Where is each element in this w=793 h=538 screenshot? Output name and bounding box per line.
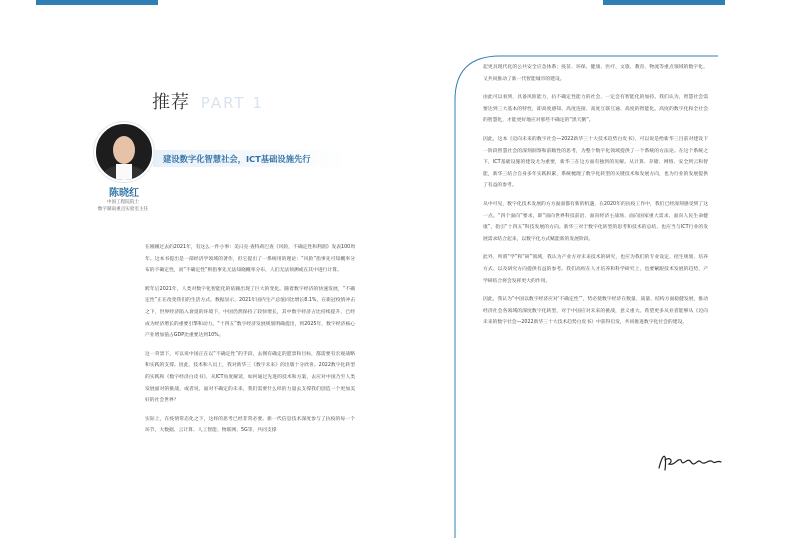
heading-title: 推荐 xyxy=(152,92,190,113)
right-paragraph: 因此，这本《迈向未来的数字社会—2022新华三十大技术趋势白皮书》，可以说是给新华三目前对建设下一阶段智慧社会的深刻洞察和前瞻性的思考，为整个数字化领域提供了一个系统的方法论。在这个系统之下，ICT基础设施的建设尤为重要，新华三在这方面有独到的见解。从计算、存储、网络、安全到云和智能，新华三结合自身多年实践积累，系统梳理了数字化转型的关键技术和发展方向，也为行业的发展提供了有益的参考。 xyxy=(483,136,708,189)
left-text-column xyxy=(145,242,355,444)
right-paragraph: 从中可见，数字化技术发展的方方面面都有新的机遇，在2020年的抗疫工作中，我们已经深刻感受到了这一点。“四个面向”要求，即“面向世界科技前沿、面向经济主战场、面向国家重大需求、面向人民生命健康”，指引“十四五”科技发展的方向。新华三对于数字化转型的思考和技术的总结，也应当与ICT行业的发展需求结合起来，以数字化方式赋能新的发展阶段。 xyxy=(483,201,708,242)
author-avatar xyxy=(94,122,154,182)
author-title-line2: 数字湖南重点实验室主任 xyxy=(97,207,149,212)
right-paragraph: 由此可以看到，具备风险能力，抗不确定性能力的社会，一定会有智能化的加持。我们认为，智慧社会需要达到三大基本的特性，即高度感知、高度连接、高度互联互通、高度的智能化。高度的数字化和全社会的智慧化，才能更好地应对那些不确定的“黑天鹅”。 xyxy=(483,95,708,124)
author-name: 陈晓红 xyxy=(109,188,139,199)
heading-part-label: PART 1 xyxy=(200,94,264,112)
author-title-line1: 中国工程院院士 xyxy=(106,200,140,205)
left-paragraph: 这一背景下，可以说中国正在以“不确定性”的手段，去拥有确定的愿景和目标，都需要有宏观战略和实践的支撑。因此，技术和人员上，我对新华三《数字未来》的出版十分欣喜。2022数字化转型的实践和《数字经济白皮书》，从ICT角度解读，如何通过先进的技术和方案，去应对中国乃至人类发展面对的挑战，或者说，面对不确定的未来，我们需要什么样的力量去支撑我们创造一个更加美好的社会世界？ xyxy=(145,351,355,404)
left-paragraph: 在刚刚过去的2021年，有这么一件小事：美日克·查特莉巴查《风险，不确定性和利润》发表100周年。这本书提出是一部经济学领域的著作，但它提出了一系统用的理论：“风险”指事先可知概率分布的不确定性，而“不确定性”则指事先无法知晓概率分布，人们无法预测或在其中进行计算。 xyxy=(145,245,355,274)
right-paragraph: 因此，我认为“中国以数字经济应对‘不确定性’”，势必使数字经济在数量、质量、结构方面稳健发展，推动经济社会各领域的深度数字化转型，对于中国应对未来的挑战，意义重大。希望更多从业者能够从《迈向未来的数字社会—2022新华三十大技术趋势白皮书》中获得启发，共同推进数字化社会的建设。 xyxy=(483,297,708,326)
left-paragraph: 实际上，在疫情常态化之下，这样的思考已经非常必要。新一代信息技术深度参与了抗疫的每一个环节，大数据、云计算、人工智能、物联网、5G等，共同支撑 xyxy=(145,416,355,434)
right-paragraph: 起更具现代化的公共安全应急体系；疫苗、环保、健康、医疗、文旅、教育、物流等重点领域的数字化，又共同推动了新一代智能城市的建设。 xyxy=(483,65,708,82)
author-role xyxy=(68,199,178,213)
left-paragraph: 跨年后2021年，人类对数字化智能化的依赖出现了巨大的变化。随着数字经济的快速发展，“不确定性”正在改变我们的生活方式。数据显示，2021年国内生产总值同比增长8.1%，在新冠疫情冲击之下，世界经济陷入衰退的环境下，中国仍然保持了较快增长，其中数字经济占比持续提升，已经成为经济增长的重要引擎和动力。“十四五”数字经济发展规划明确提出，到2025年，数字经济核心产业增加值占GDP比重要达到10%。 xyxy=(145,286,355,339)
author-signature xyxy=(655,448,725,476)
page-heading xyxy=(152,88,264,114)
right-paragraph: 此外，所谓“学”和“研”领域，我认为产业方对未来技术的研究，也应为我们的专业设定、招生规划、培养方式、以及研究方向提供有益的参考。我们高校在人才培养和科学研究上，也要紧跟技术发展的趋势，产学研结合将会发挥更大的作用。 xyxy=(483,255,708,284)
section-subtitle: 建设数字化智慧社会，ICT基础设施先行 xyxy=(163,154,311,164)
right-text-column xyxy=(483,62,708,336)
